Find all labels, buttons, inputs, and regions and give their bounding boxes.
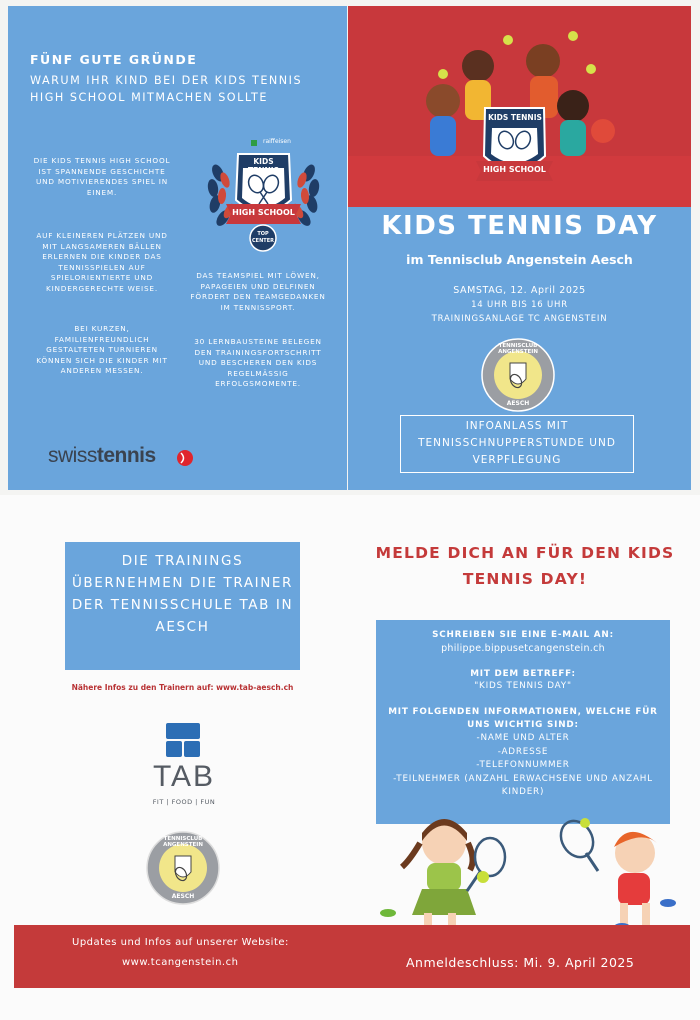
sponsor-label: raiffeisen [263,138,291,145]
kids-illustration-panel [348,6,691,207]
club-ring-text-bottom: TENNISCLUB ANGENSTEIN [163,836,203,848]
signup-heading: MELDE DICH AN FÜR DEN KIDS TENNIS DAY! [375,544,675,588]
info-event-box: INFOANLASS MIT TENNISSCHNUPPERSTUNDE UND VERPFLEGUNG [400,415,634,473]
footer-updates-text: Updates und Infos auf unserer Website: [72,937,289,948]
info-label: MIT FOLGENDEN INFORMATIONEN, WELCHE FÜR UNS WICHTIG SIND: [388,707,658,730]
cartoon-kids-illustration [348,6,691,207]
tab-logo-icon [166,723,200,757]
club-ring-text: TENNISCLUB ANGENSTEIN [498,343,538,355]
subject-text: "KIDS TENNIS DAY" [474,681,572,691]
email-label: SCHREIBEN SIE EINE E-MAIL AN: [432,630,614,640]
footer-website-link[interactable]: www.tcangenstein.ch [122,957,239,968]
tc-angenstein-logo [480,337,556,413]
club-bottom-text: AESCH [506,400,530,407]
reason-3: BEI KURZEN, FAMILIENFREUNDLICH GESTALTETEN TURNIEREN KÖNNEN SICH DIE KINDER MIT ANDEREN MESSEN. [36,324,168,375]
kids-tennis-high-school-badge [196,128,331,256]
event-time: 14 UHR BIS 16 UHR [471,300,568,310]
email-address[interactable]: philippe.bippusetcangenstein.ch [441,643,605,654]
footer-bar [14,925,690,988]
trainers-box: DIE TRAININGS ÜBERNEHMEN DIE TRAINER DER TENNISSCHULE TAB IN AESCH [65,542,300,670]
trainers-info-link[interactable]: Nähere Infos zu den Trainern auf: www.tab-aesch.ch [71,683,294,692]
info-item-name: -NAME UND ALTER [476,733,570,743]
badge-seal-text: TOP CENTER [252,231,274,244]
tab-logo-text: TAB [152,760,216,793]
event-location: TRAININGSANLAGE TC ANGENSTEIN [431,314,608,324]
club-bottom-text-bottom: AESCH [171,893,195,900]
event-title: KIDS TENNIS DAY [381,211,658,241]
event-subtitle: im Tennisclub Angenstein Aesch [406,252,633,267]
info-items-list [384,732,662,800]
tab-logo [140,720,228,812]
illustration-badge-ribbon: HIGH SCHOOL [483,165,546,174]
tc-angenstein-logo-bottom [145,830,221,906]
subject-label: MIT DEM BETREFF: [470,669,576,679]
illustration-badge-top: KIDS TENNIS [488,113,542,122]
reasons-subheading: WARUM IHR KIND BEI DER KIDS TENNIS HIGH SCHOOL MITMACHEN SOLLTE [30,74,303,104]
event-info-panel [348,207,691,490]
signup-instructions-box [376,620,670,824]
badge-top-text: KIDS TENNIS [248,157,279,175]
reason-4: DAS TEAMSPIEL MIT LÖWEN, PAPAGEIEN UND DELFINEN FÖRDERT DEN TEAMGEDANKEN IM TENNISSPORT. [190,271,326,312]
reason-2: AUF KLEINEREN PLÄTZEN UND MIT LANGSAMEREN BÄLLEN ERLERNEN DIE KINDER DAS TENNISSPIELEN AUF SPIELORIENTIERTE UND KINDERGERECHTE WEISE. [36,231,168,293]
event-date: SAMSTAG, 12. April 2025 [453,285,586,296]
info-item-participants: -TEILNEHMER (ANZAHL ERWACHSENE UND ANZAHL KINDER) [393,773,653,797]
badge-ribbon-text: HIGH SCHOOL [232,208,295,217]
tennis-ball-icon [176,449,194,467]
reason-1: DIE KIDS TENNIS HIGH SCHOOL IST SPANNENDE GESCHICHTE UND MOTIVIERENDES SPIEL IN EINEM. [33,156,171,197]
reason-5: 30 LERNBAUSTEINE BELEGEN DEN TRAININGSFORTSCHRITT UND BESCHEREN DEN KIDS REGELMÄSSIG ERFOLGSMOMENTE. [194,337,322,388]
flyer-left-panel [8,6,347,490]
reasons-heading: FÜNF GUTE GRÜNDE [30,52,198,67]
info-item-address: -ADRESSE [497,746,549,757]
info-item-phone: -TELEFONNUMMER [476,760,570,770]
tab-logo-tagline: FIT | FOOD | FUN [152,798,216,806]
registration-deadline: Anmeldeschluss: Mi. 9. April 2025 [406,955,635,970]
swisstennis-logo: swisstennis [48,444,198,474]
